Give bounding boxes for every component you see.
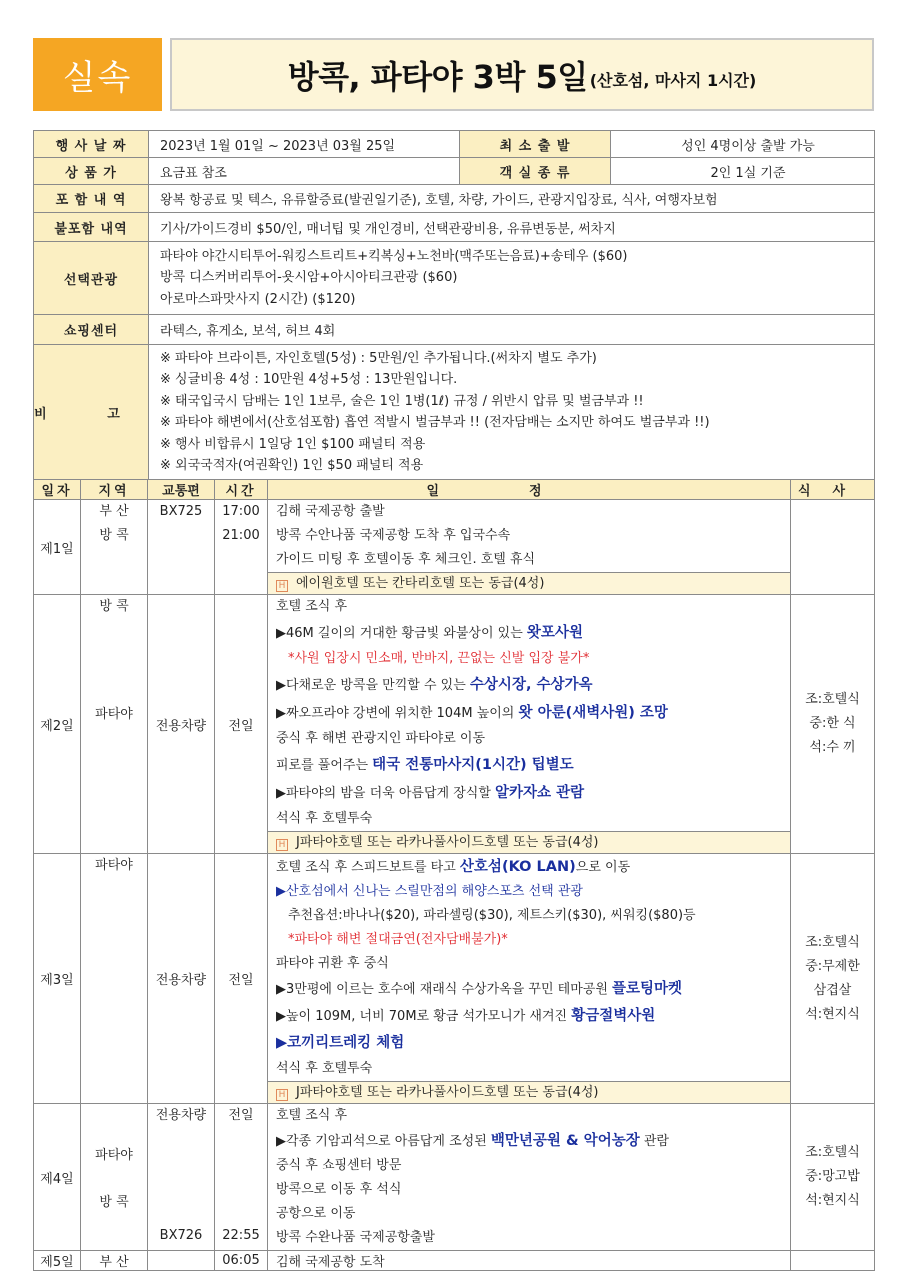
day4-row (34, 1104, 875, 1251)
highlight-attraction: 왓 아룬(새벽사원) 조망 (518, 705, 668, 721)
hotel-icon: H (276, 1089, 288, 1101)
meal-item: 삼겹살 (813, 982, 852, 998)
plan-text: 으로 이동 (575, 860, 631, 875)
plan-text: ▶각종 기암괴석으로 아름답게 조성된 (276, 1134, 491, 1149)
area-item: 방 콕 (99, 599, 129, 614)
plan-line: 방콕 수안나품 국제공항 도착 후 입국수속 (276, 528, 511, 543)
day3-row (34, 854, 875, 1104)
day-area (81, 1104, 148, 1251)
flight-number: BX725 (159, 504, 203, 519)
day-time: 06:05 (215, 1251, 268, 1271)
header-day: 일자 (34, 480, 81, 500)
schedule-table (33, 479, 875, 1271)
plan-line: 파타야 귀환 후 중식 (276, 956, 389, 971)
day-transport (148, 1104, 215, 1251)
plan-text: 호텔 조식 후 스피드보트를 타고 (276, 860, 460, 875)
plan-line: 석식 후 호텔투숙 (276, 811, 373, 826)
day-time (215, 500, 268, 595)
plan-text: 피로를 풀어주는 (276, 758, 373, 773)
transport-item: 전용차량 (155, 1108, 207, 1123)
optional-tour-label: 선택관광 (34, 242, 149, 315)
highlight-attraction: 수상시장, 수상가옥 (469, 677, 593, 693)
day-transport (148, 1251, 215, 1271)
room-type-value: 2인 1실 기준 (611, 158, 875, 185)
price-label: 상 품 가 (34, 158, 149, 185)
page-subtitle: (산호섬, 마사지 1시간) (589, 71, 757, 90)
day-meal (791, 500, 875, 595)
plan-text: ▶46M 길이의 거대한 황금빛 와불상이 있는 (276, 626, 527, 641)
day1-row (34, 500, 875, 595)
price-value: 요금표 참조 (149, 158, 460, 185)
day-time: 전일 (215, 854, 268, 1104)
highlight-attraction: 왓포사원 (526, 625, 583, 641)
min-departure-value: 성인 4명이상 출발 가능 (611, 131, 875, 158)
day-plan (268, 500, 791, 595)
plan-line (268, 619, 790, 647)
day-plan (268, 854, 791, 1104)
time-item: 전일 (228, 1108, 254, 1123)
plan-line: 방콕 수완나품 국제공항출발 (276, 1230, 435, 1245)
hotel-icon: H (276, 580, 288, 592)
day-transport: 전용차량 (148, 595, 215, 854)
notes-list (149, 345, 875, 480)
optional-tour-item: 파타야 야간시티투어-워킹스트리트+킥복싱+노천바(맥주또는음료)+송테우 ($60) (160, 248, 628, 264)
header-time: 시간 (215, 480, 268, 500)
min-departure-label: 최 소 출 발 (460, 131, 611, 158)
meal-item: 석:현지식 (805, 1193, 860, 1208)
meal-item: 석:수 끼 (809, 740, 856, 755)
plan-line: 추천옵션:바나나($20), 파라셀링($30), 제트스키($30), 씨워킹($80)등 (288, 908, 696, 923)
area-item: 파타야 (95, 858, 133, 873)
meal-item: 중:망고밥 (805, 1169, 860, 1184)
note-item: ※ 외국국적자(여권확인) 1인 $50 패널티 적용 (160, 458, 424, 473)
plan-line (268, 1030, 790, 1057)
optional-tour-list (149, 242, 875, 315)
meal-item: 조:호텔식 (805, 934, 860, 950)
plan-line: 호텔 조식 후 (276, 599, 348, 614)
highlight-attraction: 산호섬(KO LAN) (459, 859, 576, 875)
hotel-icon: H (276, 839, 288, 851)
note-item: ※ 행사 비합류시 1일당 1인 $100 패널티 적용 (160, 436, 426, 452)
day-meal (791, 854, 875, 1104)
day-meal (791, 1251, 875, 1271)
plan-line: 중식 후 해변 관광지인 파타야로 이동 (276, 731, 486, 746)
optional-tour-item: 방콕 디스커버리투어-욧시암+아시아티크관광 ($60) (160, 270, 458, 286)
room-type-label: 객 실 종 류 (460, 158, 611, 185)
info-table (33, 130, 875, 480)
plan-text: ▶다채로운 방콕을 만끽할 수 있는 (276, 678, 470, 693)
plan-line (268, 751, 790, 779)
plan-line: 방콕으로 이동 후 석식 (276, 1182, 402, 1197)
day-time (215, 1104, 268, 1251)
plan-line (268, 1003, 790, 1030)
note-item: ※ 파타야 해변에서(산호섬포함) 흡연 적발시 벌금부과 !! (전자담배는 소지만 하여도 벌금부과 !!) (160, 415, 710, 430)
plan-line (268, 699, 790, 727)
day-transport: 전용차량 (148, 854, 215, 1104)
plan-line (268, 671, 790, 699)
excluded-value: 기사/가이드경비 $50/인, 매너팁 및 개인경비, 선택관광비용, 유류변동분, 써차지 (149, 213, 875, 242)
period-value: 2023년 1월 01일 ~ 2023년 03월 25일 (149, 131, 460, 158)
plan-line: ▶산호섬에서 신나는 스릴만점의 해양스포츠 선택 관광 (276, 884, 583, 899)
highlight-attraction: 플로팅마켓 (612, 981, 683, 997)
header-transport: 교통편 (148, 480, 215, 500)
day-time: 전일 (215, 595, 268, 854)
day-area (81, 854, 148, 1104)
plan-text: ▶짜오프라야 강변에 위치한 104M 높이의 (276, 706, 519, 721)
optional-tour-item: 아로마스파맛사지 (2시간) ($120) (160, 291, 356, 307)
day-meal (791, 1104, 875, 1251)
header-area: 지역 (81, 480, 148, 500)
period-label: 행 사 날 짜 (34, 131, 149, 158)
area-item: 방 콕 (99, 1195, 129, 1210)
plan-line (268, 1128, 790, 1154)
plan-text: ▶높이 109M, 너비 70M로 황금 석가모니가 새겨진 (276, 1009, 572, 1024)
excluded-label: 불포함 내역 (34, 213, 149, 242)
day-area (81, 595, 148, 854)
included-label: 포 함 내 역 (34, 185, 149, 213)
page-header (33, 38, 874, 111)
hotel-name: 에이원호텔 또는 칸타리호텔 또는 동급(4성) (296, 576, 545, 591)
plan-line: 호텔 조식 후 (276, 1108, 348, 1123)
highlight-attraction: 백만년공원 & 악어농장 (490, 1133, 640, 1149)
meal-item: 석:현지식 (805, 1006, 860, 1022)
day-label: 제1일 (34, 500, 81, 595)
time-item: 22:55 (222, 1228, 260, 1243)
shopping-value: 라텍스, 휴게소, 보석, 허브 4회 (149, 315, 875, 345)
day-area (81, 500, 148, 595)
highlight-attraction: 태국 전통마사지(1시간) 팁별도 (372, 757, 574, 773)
plan-text: ▶파타야의 밤을 더욱 아름답게 장식할 (276, 786, 496, 801)
plan-line: 김해 국제공항 출발 (276, 504, 385, 519)
hotel-name: J파타야호텔 또는 라카나풀사이드호텔 또는 동급(4성) (296, 835, 599, 850)
day-label: 제2일 (34, 595, 81, 854)
meal-item: 중:한 식 (809, 716, 856, 731)
day-label: 제4일 (34, 1104, 81, 1251)
day-label: 제3일 (34, 854, 81, 1104)
highlight-attraction: 황금절벽사원 (571, 1008, 656, 1024)
day-meal (791, 595, 875, 854)
note-item: ※ 싱글비용 4성 : 10만원 4성+5성 : 13만원입니다. (160, 372, 458, 387)
plan-line: 가이드 미팅 후 호텔이동 후 체크인. 호텔 휴식 (276, 552, 536, 567)
hotel-line (268, 572, 790, 594)
area-item: 파타야 (95, 707, 133, 722)
title-box (170, 38, 874, 111)
hotel-name: J파타야호텔 또는 라카나풀사이드호텔 또는 동급(4성) (296, 1085, 599, 1100)
plan-text: ▶3만평에 이르는 호수에 재래식 수상가옥을 꾸민 테마공원 (276, 982, 613, 997)
page-title: 방콕, 파타야 3박 5일 (287, 57, 588, 96)
day-label: 제5일 (34, 1251, 81, 1271)
day5-row (34, 1251, 875, 1271)
warning-line: *사원 입장시 민소매, 반바지, 끈없는 신발 입장 불가* (288, 651, 590, 666)
plan-line (268, 779, 790, 807)
plan-line (268, 976, 790, 1003)
note-item: ※ 파타야 브라이튼, 자인호텔(5성) : 5만원/인 추가됩니다.(써차지 별도 추가) (160, 350, 597, 366)
included-value: 왕복 항공료 및 텍스, 유류할증료(발권일기준), 호텔, 차량, 가이드, 관광지입장료, 식사, 여행자보험 (149, 185, 875, 213)
area-item: 부 산 (99, 504, 129, 519)
highlight-attraction: ▶코끼리트레킹 체험 (276, 1035, 405, 1051)
day-plan (268, 1104, 791, 1251)
plan-text: 관람 (639, 1134, 669, 1149)
note-item: ※ 태국입국시 담배는 1인 1보루, 술은 1인 1병(1ℓ) 규정 / 위반시 압류 및 벌금부과 !! (160, 393, 644, 409)
category-badge: 실속 (33, 38, 162, 111)
warning-line: *파타야 해변 절대금연(전자담배불가)* (288, 932, 508, 947)
area-item: 파타야 (95, 1148, 133, 1163)
plan-line: 공항으로 이동 (276, 1206, 356, 1221)
meal-item: 중:무제한 (805, 958, 860, 974)
plan-line: 중식 후 쇼핑센터 방문 (276, 1158, 402, 1173)
time-item: 21:00 (222, 528, 260, 543)
day2-row (34, 595, 875, 854)
plan-line (268, 854, 790, 880)
highlight-attraction: 알카자쇼 관람 (495, 785, 585, 801)
day-area: 부 산 (81, 1251, 148, 1271)
hotel-line (268, 1081, 790, 1103)
header-plan: 일정 (268, 480, 791, 500)
area-item: 방 콕 (99, 528, 129, 543)
meal-item: 조:호텔식 (805, 1145, 860, 1160)
notes-label: 비 고 (34, 345, 149, 480)
header-meal: 식사 (791, 480, 875, 500)
day-plan (268, 595, 791, 854)
meal-item: 조:호텔식 (805, 692, 860, 707)
day-plan: 김해 국제공항 도착 (268, 1251, 791, 1271)
flight-number: BX726 (159, 1228, 203, 1243)
time-item: 17:00 (222, 504, 260, 519)
hotel-line (268, 831, 790, 853)
shopping-label: 쇼핑센터 (34, 315, 149, 345)
plan-line: 석식 후 호텔투숙 (276, 1061, 373, 1076)
day-transport (148, 500, 215, 595)
